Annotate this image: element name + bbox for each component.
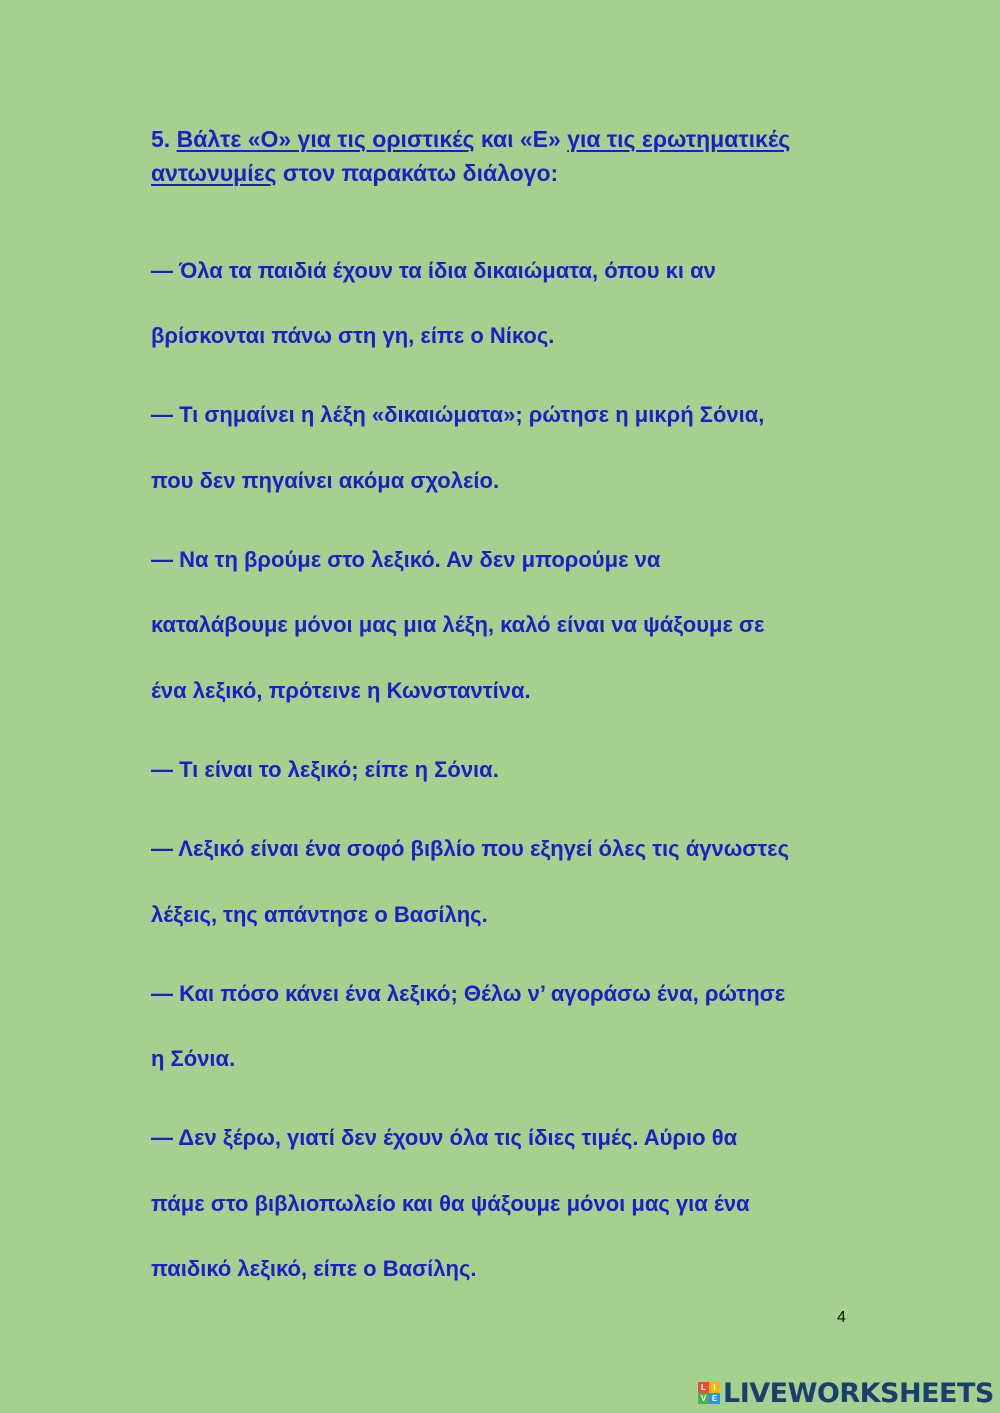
logo-letter: I bbox=[709, 1382, 720, 1393]
dialogue-line: — Τι είναι το λεξικό; είπε η Σόνια. bbox=[151, 757, 499, 782]
dialogue-line: παιδικό λεξικό, είπε ο Βασίλης. bbox=[151, 1256, 477, 1281]
live-logo-icon bbox=[698, 1382, 720, 1404]
instruction-and-e: και «Ε» bbox=[480, 126, 561, 152]
dialogue-line: — Λεξικό είναι ένα σοφό βιβλίο που εξηγεί όλες τις άγνωστες bbox=[151, 836, 790, 861]
dialogue-line: η Σόνια. bbox=[151, 1046, 236, 1071]
logo-letter: V bbox=[698, 1393, 709, 1404]
dialogue-line: — Τι σημαίνει η λέξη «δικαιώματα»; ρώτησε η μικρή Σόνια, bbox=[151, 402, 765, 427]
instruction-interrogative-pronouns: για τις ερωτηματικές αντωνυμίες bbox=[151, 126, 791, 186]
dialogue-line: βρίσκονται πάνω στη γη, είπε ο Νίκος. bbox=[151, 323, 555, 348]
instruction-dialogue-text: στον παρακάτω διάλογο: bbox=[282, 160, 559, 186]
dialogue-line: — Δεν ξέρω, γιατί δεν έχουν όλα τις ίδιες τιμές. Αύριο θα bbox=[151, 1125, 738, 1150]
instruction-definite-pronouns: Βάλτε «Ο» για τις οριστικές bbox=[176, 126, 475, 152]
liveworksheets-logo[interactable] bbox=[698, 1377, 994, 1409]
dialogue-line: — Και πόσο κάνει ένα λεξικό; Θέλω ν’ αγοράσω ένα, ρώτησε bbox=[151, 981, 786, 1006]
dialogue-line: πάμε στο βιβλιοπωλείο και θα ψάξουμε μόνοι μας για ένα bbox=[151, 1191, 750, 1216]
page-number: 4 bbox=[837, 1309, 846, 1326]
dialogue-line: ένα λεξικό, πρότεινε η Κωνσταντίνα. bbox=[151, 678, 531, 703]
dialogue-line: — Όλα τα παιδιά έχουν τα ίδια δικαιώματα, όπου κι αν bbox=[151, 258, 716, 283]
brand-name: LIVEWORKSHEETS bbox=[723, 1377, 994, 1409]
exercise-instruction bbox=[151, 122, 851, 190]
logo-letter: L bbox=[698, 1382, 709, 1393]
dialogue-line: — Να τη βρούμε στο λεξικό. Αν δεν μπορούμε να bbox=[151, 547, 661, 572]
exercise-number: 5. bbox=[151, 126, 171, 152]
logo-letter: E bbox=[709, 1393, 720, 1404]
dialogue-line: καταλάβουμε μόνοι μας μια λέξη, καλό είναι να ψάξουμε σε bbox=[151, 612, 765, 637]
dialogue-line: που δεν πηγαίνει ακόμα σχολείο. bbox=[151, 468, 500, 493]
dialogue-line: λέξεις, της απάντησε ο Βασίλης. bbox=[151, 902, 488, 927]
